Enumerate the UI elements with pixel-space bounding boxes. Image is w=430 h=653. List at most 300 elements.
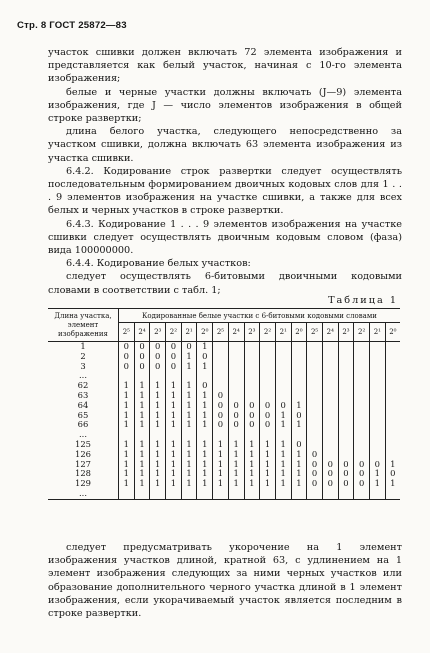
bit-cell [354,430,370,440]
bit-cell: 1 [228,450,244,460]
bit-cell: 1 [166,420,182,430]
bit-cell: 0 [338,460,354,470]
bit-cell [338,420,354,430]
bit-cell: 1 [150,440,166,450]
bit-cell: 0 [244,411,260,421]
bit-cell: 1 [244,450,260,460]
bit-cell: 1 [181,352,197,362]
bit-cell [354,489,370,499]
bit-cell: 1 [150,479,166,489]
bit-cell [307,411,323,421]
bit-cell [322,411,338,421]
bit-cell: 1 [291,450,307,460]
bit-cell [213,362,229,372]
bit-cell: 1 [166,401,182,411]
row-header: Длина участка, элемент изображения [48,309,119,342]
bit-cell: 1 [260,460,276,470]
bit-header: 2⁴ [322,323,338,342]
bit-cell [370,391,386,401]
bit-cell: 0 [322,479,338,489]
bit-cell [322,371,338,381]
bit-cell: 1 [260,469,276,479]
bit-cell: 1 [181,420,197,430]
bit-cell: 1 [197,420,213,430]
bit-cell: 0 [197,352,213,362]
bit-cell [370,401,386,411]
bit-cell [354,411,370,421]
bit-cell: 1 [123,399,130,410]
bit-cell: 0 [123,360,130,371]
bit-cell: 1 [150,450,166,460]
bit-cell [213,489,229,499]
length-cell: ... [48,371,119,381]
length-cell: 63 [48,391,119,401]
bit-cell [228,362,244,372]
bit-cell: 1 [134,411,150,421]
bit-cell [228,381,244,391]
bit-cell: 0 [354,479,370,489]
bit-cell: 1 [166,411,182,421]
bit-cell: 1 [213,479,229,489]
table-row [48,371,400,381]
bit-cell [134,489,150,499]
bit-header: 2² [260,323,276,342]
bit-cell: 1 [260,479,276,489]
bit-cell: 1 [244,440,260,450]
bit-cell: 1 [197,342,213,352]
bit-cell [291,342,307,352]
length-cell: 129 [48,479,119,489]
bit-cell [370,381,386,391]
bit-cell [322,362,338,372]
bit-cell: 1 [291,401,307,411]
bit-cell [260,381,276,391]
table-row [48,381,400,391]
bit-header: 2² [166,323,182,342]
bit-cell: 1 [228,479,244,489]
bit-cell: 1 [370,479,386,489]
paragraph-4: 6.4.2. Кодирование строк развертки следует осуществлять последовательным формированием двоичных кодовых слов для 1 . . . 9 элементов изображения на участке сшивки, а также для всех белых и черных участков в строке развертки. [48,165,402,217]
bit-cell: 0 [150,352,166,362]
bit-cell: 0 [213,391,229,401]
bit-cell: 1 [228,469,244,479]
length-cell: 3 [48,362,119,372]
bit-cell: 0 [307,450,323,460]
bit-cell [322,401,338,411]
bit-cell: 1 [123,458,130,469]
bit-cell: 0 [197,381,213,391]
bit-cell [354,342,370,352]
bit-cell [370,420,386,430]
bit-cell: 0 [123,341,130,351]
bit-cell [291,489,307,499]
bit-cell [322,381,338,391]
bit-cell: 1 [150,469,166,479]
paragraph-1: участок сшивки должен включать 72 элемента изображения и представляется как белый участок, начиная с 10-го элемента изображения; [48,47,402,85]
bit-cell: 0 [244,420,260,430]
bit-cell [338,401,354,411]
bit-cell [260,352,276,362]
bit-header: 2⁵ [119,323,135,342]
bit-cell [338,381,354,391]
bit-cell: 1 [181,411,197,421]
bit-cell [213,342,229,352]
bit-cell: 1 [134,450,150,460]
bit-cell [385,362,400,372]
bit-cell [275,352,291,362]
bit-cell: 1 [123,468,130,479]
bit-cell [244,371,260,381]
length-cell: 65 [48,411,119,421]
bit-cell: 1 [134,479,150,489]
bit-cell: 1 [275,411,291,421]
bit-cell: 0 [166,342,182,352]
bit-cell: 1 [166,440,182,450]
bit-cell: 1 [134,381,150,391]
bit-cell: 1 [166,479,182,489]
bit-cell: 0 [307,469,323,479]
bit-cell [307,391,323,401]
table-row [48,362,400,372]
bit-cell [370,440,386,450]
bit-cell [385,401,400,411]
bit-cell [244,362,260,372]
bit-cell [338,362,354,372]
bit-cell: 1 [260,450,276,460]
bit-cell: 0 [150,342,166,352]
bit-cell [275,371,291,381]
length-cell: ... [48,430,119,440]
bit-cell [338,391,354,401]
bit-cell [354,362,370,372]
body-text [48,46,402,297]
bit-cell [228,489,244,499]
bit-cell: 1 [197,362,213,372]
bit-cell [322,391,338,401]
table-row [48,401,400,411]
bit-cell: 1 [181,469,197,479]
bit-cell [370,352,386,362]
bit-cell [291,371,307,381]
bit-header: 2⁰ [385,323,400,342]
bit-cell: 1 [181,440,197,450]
bit-cell [307,420,323,430]
bit-cell [354,371,370,381]
bit-header: 2³ [150,323,166,342]
bit-cell: 0 [338,479,354,489]
table-body [48,342,400,500]
bit-cell [338,342,354,352]
bit-cell: 1 [123,389,130,400]
bit-cell [244,381,260,391]
bit-cell: 0 [260,401,276,411]
bit-cell [275,342,291,352]
bit-cell: 1 [150,391,166,401]
bit-cell [260,489,276,499]
bit-cell: 1 [134,460,150,470]
bit-cell: 1 [213,460,229,470]
bit-cell [119,489,135,499]
bit-cell [181,489,197,499]
bit-cell: 1 [197,460,213,470]
bit-cell: 0 [291,411,307,421]
table-row [48,411,400,421]
bit-cell: 1 [123,409,130,420]
bit-cell [291,381,307,391]
bit-cell: 1 [166,460,182,470]
table-row [48,342,400,352]
bit-cell [291,362,307,372]
bit-cell [385,440,400,450]
bit-cell: 1 [123,438,130,449]
bit-cell [385,342,400,352]
bit-cell: 0 [385,469,400,479]
bit-cell: 0 [228,420,244,430]
bit-cell: 1 [150,420,166,430]
bit-cell: 1 [213,440,229,450]
bit-cell [322,440,338,450]
bit-cell: 1 [275,450,291,460]
bit-cell: 0 [134,352,150,362]
bit-cell [370,489,386,499]
bit-cell: 1 [275,460,291,470]
bit-cell [197,489,213,499]
bit-cell [322,342,338,352]
bit-cell: 1 [166,450,182,460]
bit-cell: 0 [228,401,244,411]
table-row [48,489,400,499]
bit-cell: 0 [134,342,150,352]
bit-cell: 1 [197,469,213,479]
length-cell: 1 [48,342,119,352]
length-cell: 2 [48,352,119,362]
bit-cell: 1 [181,401,197,411]
bit-cell: 0 [150,362,166,372]
paragraph-6: 6.4.4. Кодирование белых участков: [66,258,251,270]
bit-header: 2⁴ [134,323,150,342]
bit-cell [385,352,400,362]
bit-cell: 0 [213,411,229,421]
bit-cell [385,489,400,499]
bit-cell: 1 [181,391,197,401]
table-row [48,420,400,430]
bit-cell [354,420,370,430]
bit-cell [354,381,370,391]
bit-cell: 0 [338,469,354,479]
bit-cell: 1 [275,420,291,430]
group-header: Кодированные белые участки с 6-битовыми кодовыми словами [119,309,401,323]
bit-cell: 1 [244,479,260,489]
table-row [48,352,400,362]
table-title: Таблица 1 [328,295,398,306]
bit-cell: 1 [150,381,166,391]
bit-cell [150,489,166,499]
bit-header: 2¹ [370,323,386,342]
bit-cell [291,352,307,362]
bit-cell [275,362,291,372]
bit-cell: 1 [197,450,213,460]
bit-cell [338,440,354,450]
bit-cell [354,440,370,450]
bit-cell: 0 [307,460,323,470]
bit-cell: 1 [181,460,197,470]
bit-cell [385,391,400,401]
bit-cell: 1 [213,450,229,460]
bit-cell [338,352,354,362]
bit-cell: 0 [354,469,370,479]
bit-cell [322,420,338,430]
bit-cell [354,391,370,401]
bit-cell: 1 [166,469,182,479]
bit-cell: 1 [291,479,307,489]
bit-cell: 1 [370,469,386,479]
bit-cell [307,362,323,372]
paragraph-7: следует осуществлять 6-битовыми двоичными кодовыми словами в соответствии с табл. 1; [48,271,402,296]
bit-cell [385,430,400,440]
bit-cell: 1 [385,479,400,489]
bit-cell: 0 [244,401,260,411]
bit-header: 2⁵ [307,323,323,342]
bit-header: 2⁰ [197,323,213,342]
bit-cell: 1 [134,420,150,430]
length-cell: 126 [48,450,119,460]
bit-header: 2² [354,323,370,342]
bit-cell: 0 [123,350,130,361]
bit-cell: 1 [275,469,291,479]
bit-cell: 1 [166,391,182,401]
bit-cell: 0 [228,411,244,421]
bit-cell: 1 [244,460,260,470]
bit-cell: 1 [181,362,197,372]
bit-cell: 1 [150,401,166,411]
bit-cell [385,411,400,421]
code-table [48,308,400,500]
table-row [48,391,400,401]
table-row [48,440,400,450]
bit-cell: 1 [197,391,213,401]
bit-cell [244,342,260,352]
bit-cell [260,371,276,381]
length-cell: 127 [48,460,119,470]
bit-cell: 0 [322,460,338,470]
bit-cell: 1 [123,380,130,391]
bit-header: 2⁰ [291,323,307,342]
bit-cell [338,371,354,381]
bit-cell [228,371,244,381]
bit-cell: 0 [260,411,276,421]
bit-cell [385,420,400,430]
bit-cell: 1 [150,411,166,421]
bit-cell: 1 [134,440,150,450]
bit-cell: 1 [213,469,229,479]
bit-cell: 0 [275,401,291,411]
bit-cell: 1 [181,450,197,460]
bit-cell [307,381,323,391]
bit-cell [322,489,338,499]
bit-cell: 0 [166,362,182,372]
table-row [48,479,400,489]
bit-cell: 1 [166,381,182,391]
bit-cell [338,411,354,421]
length-cell: 64 [48,401,119,411]
length-cell: 66 [48,420,119,430]
bit-cell: 1 [134,469,150,479]
length-cell: 125 [48,440,119,450]
bit-cell [244,352,260,362]
bit-header: 2¹ [275,323,291,342]
bit-header: 2⁴ [228,323,244,342]
bit-cell: 0 [166,352,182,362]
bit-cell [370,411,386,421]
bit-cell [307,430,323,440]
bit-cell: 1 [134,391,150,401]
bit-cell: 1 [275,479,291,489]
bit-cell [213,371,229,381]
length-cell: 128 [48,469,119,479]
length-cell: ... [48,489,119,499]
bit-cell [354,352,370,362]
bit-cell [370,430,386,440]
bit-cell: 1 [123,419,130,430]
bit-header: 2⁵ [213,323,229,342]
bit-cell [370,362,386,372]
paragraph-2: белые и черные участки должны включать (J—9) элемента изображения, где J — число элементов изображения в общей строке развертки; [48,86,402,125]
table-row [48,430,400,440]
bit-cell: 1 [244,469,260,479]
bit-cell [244,489,260,499]
bit-cell [338,430,354,440]
bit-cell: 0 [181,342,197,352]
bit-cell: 1 [260,440,276,450]
bit-cell: 1 [123,448,130,459]
bit-cell [307,342,323,352]
bit-cell [385,381,400,391]
bit-cell: 1 [275,440,291,450]
bit-cell: 0 [213,401,229,411]
bit-cell: 1 [291,469,307,479]
bit-cell: 0 [213,420,229,430]
paragraph-5: 6.4.3. Кодирование 1 . . . 9 элементов изображения на участке сшивки следует осуществлять двоичным кодовым словом (фаза) вида 100000000. [48,218,402,257]
bit-cell [228,342,244,352]
bit-header: 2³ [244,323,260,342]
bit-cell: 1 [150,460,166,470]
bit-cell [370,342,386,352]
bit-cell [228,352,244,362]
bit-cell: 0 [370,460,386,470]
bit-cell [260,342,276,352]
bit-cell: 1 [291,460,307,470]
bit-cell: 1 [291,420,307,430]
bit-cell [275,489,291,499]
bit-header: 2¹ [181,323,197,342]
bit-cell [322,352,338,362]
bit-cell: 1 [197,479,213,489]
bit-cell [354,401,370,411]
bit-cell: 0 [134,362,150,372]
bit-cell: 1 [385,460,400,470]
bit-cell: 0 [291,440,307,450]
bit-cell: 0 [307,479,323,489]
bit-cell: 1 [134,401,150,411]
bit-cell [322,430,338,440]
bit-cell [307,401,323,411]
bit-cell: 1 [181,479,197,489]
bit-cell: 0 [322,469,338,479]
bit-cell: 1 [181,381,197,391]
bit-cell: 0 [260,420,276,430]
bit-cell [307,371,323,381]
bit-cell [260,362,276,372]
